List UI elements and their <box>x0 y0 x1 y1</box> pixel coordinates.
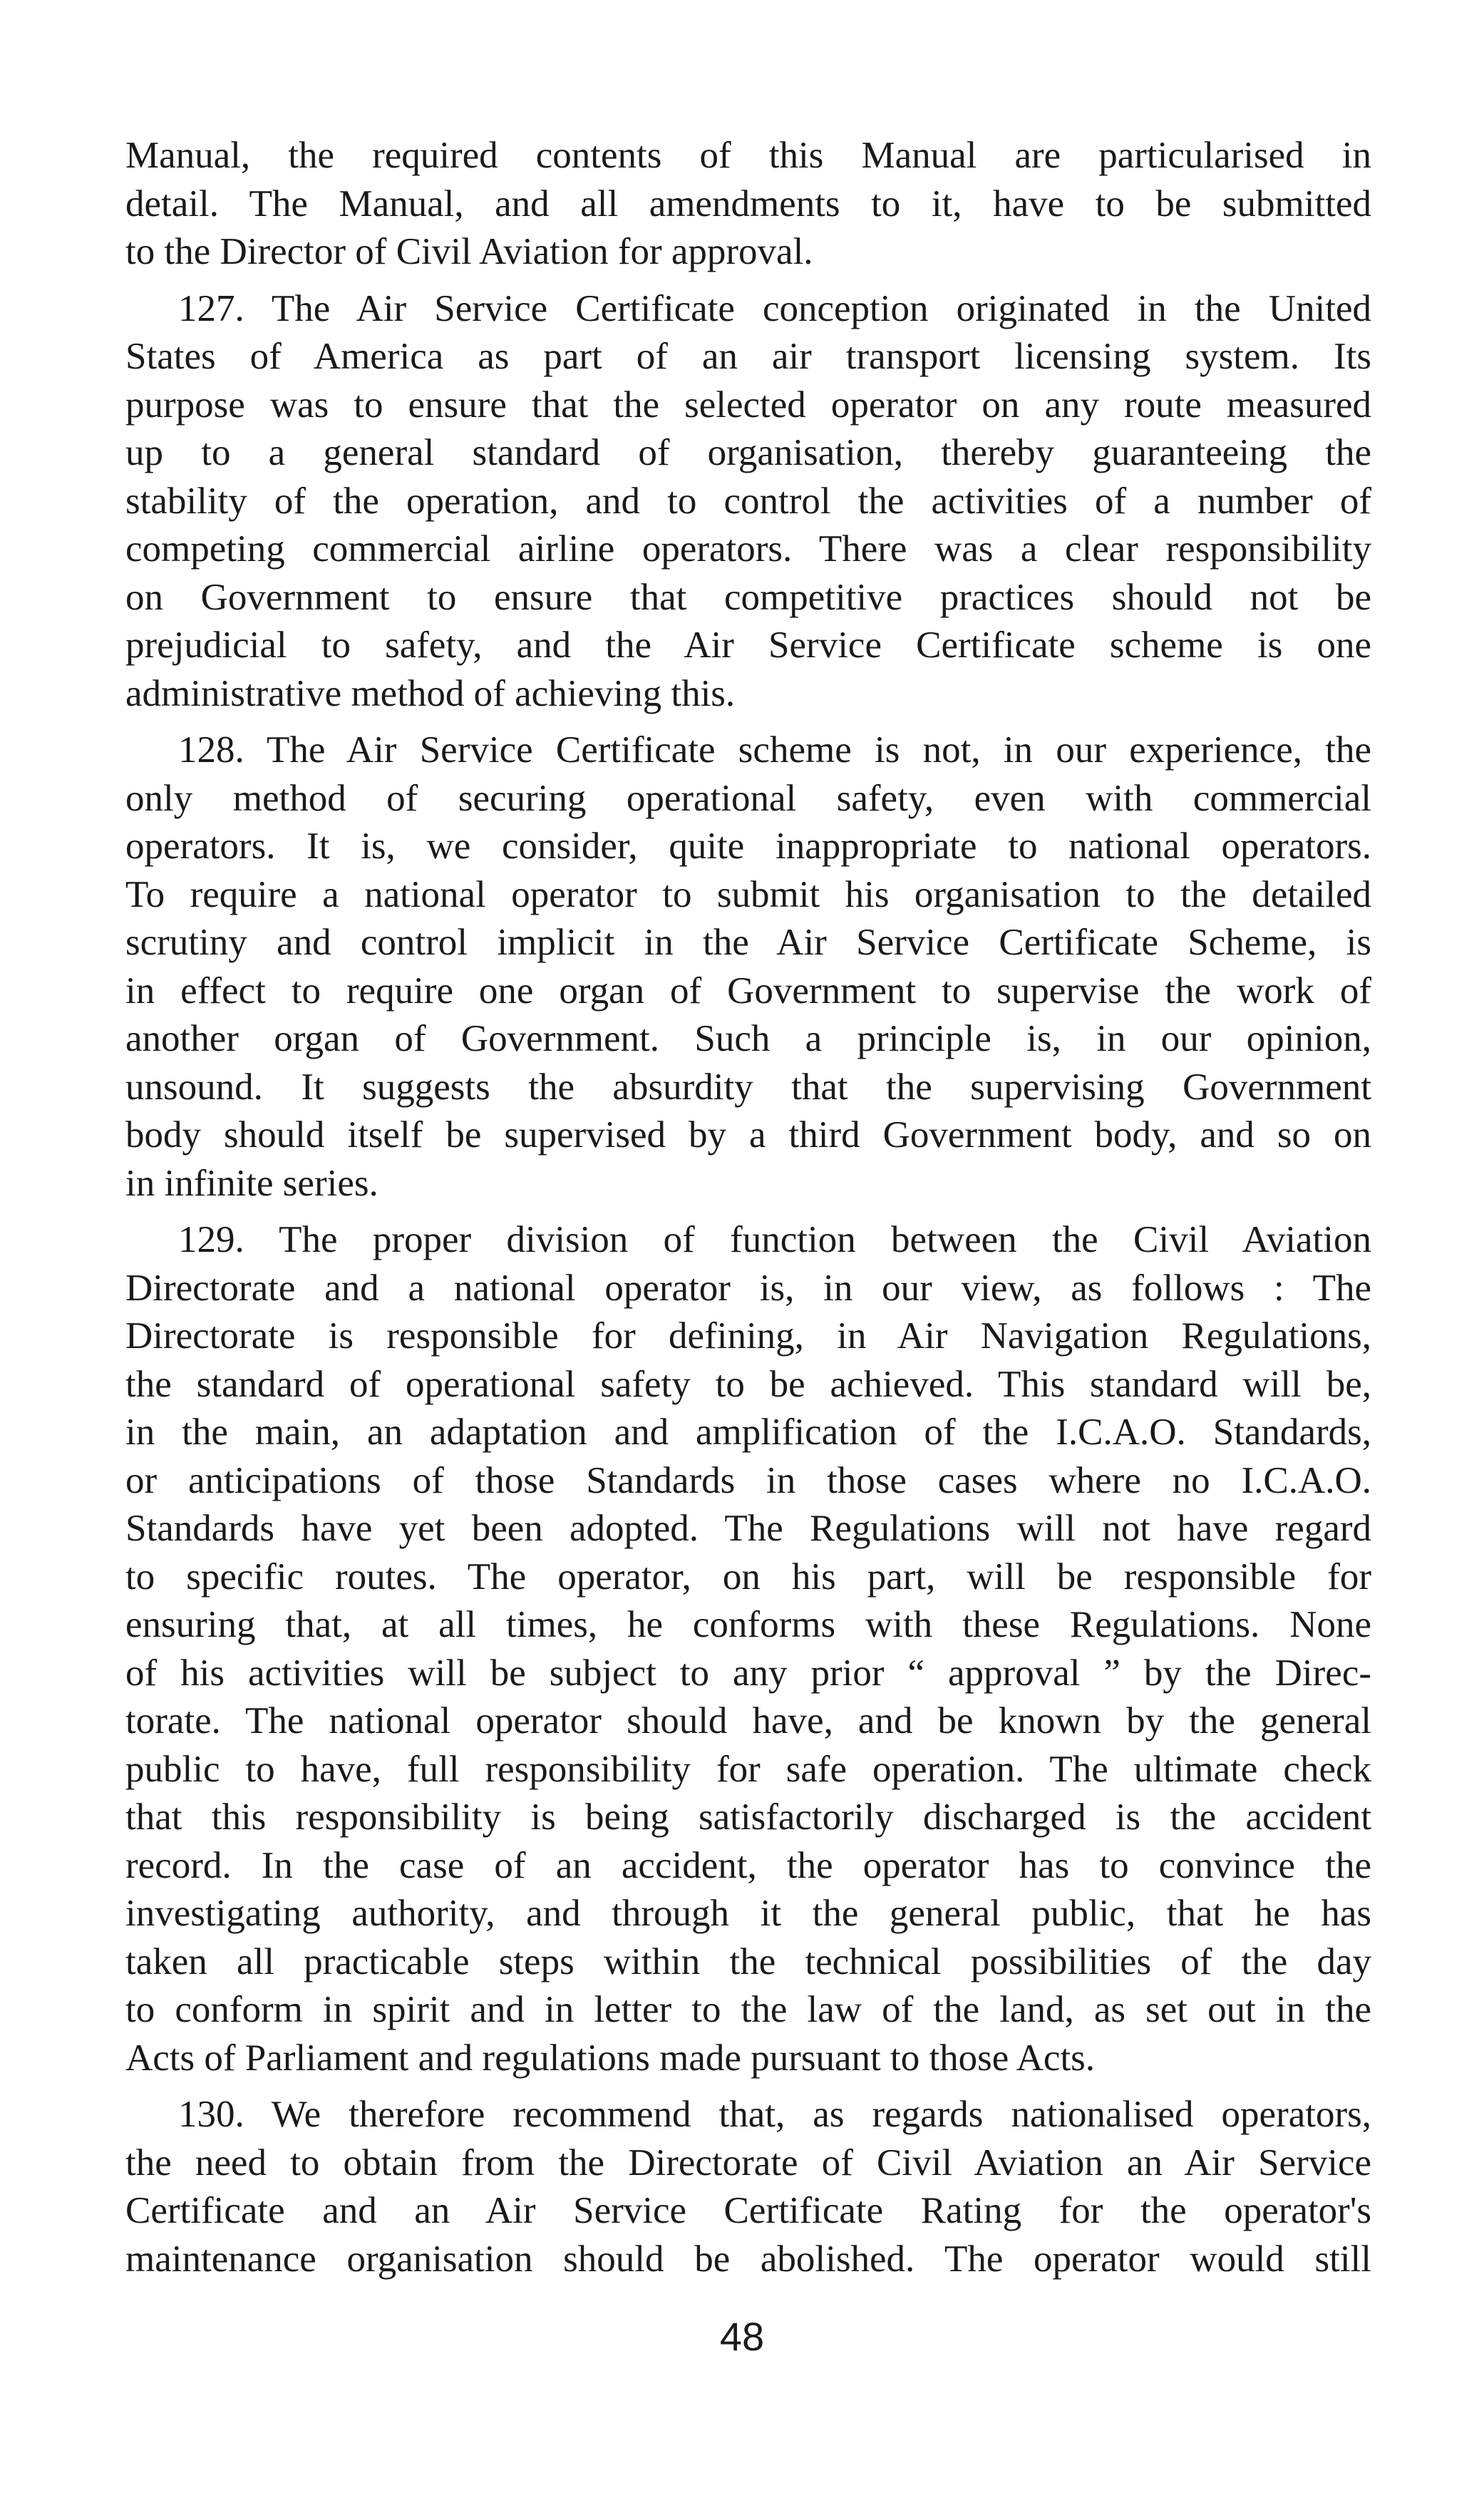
text-line: scrutiny and control implicit in the Air Service Certificate Scheme, is <box>125 922 1371 963</box>
text-line: only method of securing operational safety, even with commercial <box>125 777 1371 819</box>
text-line: competing commercial airline operators. There was a clear responsibility <box>125 528 1371 570</box>
text-line: torate. The national operator should have, and be known by the general <box>125 1700 1371 1742</box>
text-line: in infinite series. <box>125 1162 378 1204</box>
text-line: the need to obtain from the Directorate of Civil Aviation an Air Service <box>125 2141 1371 2184</box>
text-line: in the main, an adaptation and amplification of the I.C.A.O. Standards, <box>125 1411 1371 1453</box>
text-line: or anticipations of those Standards in those cases where no I.C.A.O. <box>125 1459 1371 1501</box>
text-line: in effect to require one organ of Government to supervise the work of <box>125 970 1371 1012</box>
text-line: record. In the case of an accident, the operator has to convince the <box>125 1844 1371 1886</box>
text-line: unsound. It suggests the absurdity that the supervising Government <box>125 1066 1371 1108</box>
text-line: operators. It is, we consider, quite inappropriate to national operators. <box>125 826 1371 867</box>
text-line: body should itself be supervised by a third Government body, and so on <box>125 1114 1371 1156</box>
text-line: Directorate and a national operator is, in our view, as follows : The <box>125 1267 1371 1309</box>
text-line: Standards have yet been adopted. The Regulations will not have regard <box>125 1508 1371 1549</box>
text-line: ensuring that, at all times, he conforms with these Regulations. None <box>125 1604 1371 1645</box>
text-line: Directorate is responsible for defining, in Air Navigation Regulations, <box>125 1315 1371 1357</box>
text-line: 128. The Air Service Certificate scheme is not, in our experience, the <box>178 729 1371 771</box>
text-line: 129. The proper division of function between the Civil Aviation <box>178 1219 1371 1260</box>
text-line: To require a national operator to submit his organisation to the detailed <box>125 873 1371 915</box>
text-line: public to have, full responsibility for safe operation. The ultimate check <box>125 1748 1371 1790</box>
text-line: of his activities will be subject to any prior “ approval ” by the Direc- <box>125 1652 1371 1694</box>
text-line: investigating authority, and through it the general public, that he has <box>125 1893 1371 1934</box>
text-line: stability of the operation, and to control the activities of a number of <box>125 480 1371 522</box>
text-line: maintenance organisation should be abolished. The operator would still <box>125 2238 1371 2280</box>
body-text <box>125 132 1371 2292</box>
text-line: to the Director of Civil Aviation for approval. <box>125 231 813 272</box>
text-line: that this responsibility is being satisfactorily discharged is the accident <box>125 1796 1371 1838</box>
text-line: Certificate and an Air Service Certificate Rating for the operator's <box>125 2190 1371 2231</box>
paragraph <box>125 1216 1371 2082</box>
text-line: administrative method of achieving this. <box>125 672 736 714</box>
text-line: Acts of Parliament and regulations made pursuant to those Acts. <box>125 2037 1096 2079</box>
paragraph <box>125 726 1371 1208</box>
paragraph <box>125 2091 1371 2283</box>
text-line: taken all practicable steps within the technical possibilities of the day <box>125 1940 1371 1982</box>
text-line: 130. We therefore recommend that, as regards nationalised operators, <box>178 2094 1371 2135</box>
text-line: prejudicial to safety, and the Air Service Certificate scheme is one <box>125 624 1371 666</box>
text-line: Manual, the required contents of this Manual are particularised in <box>125 135 1371 176</box>
text-line: on Government to ensure that competitive practices should not be <box>125 576 1371 618</box>
text-line: 127. The Air Service Certificate conception originated in the United <box>178 287 1371 329</box>
text-line: detail. The Manual, and all amendments to it, have to be submitted <box>125 182 1371 225</box>
text-line: another organ of Government. Such a principle is, in our opinion, <box>125 1018 1371 1059</box>
text-line: States of America as part of an air transport licensing system. Its <box>125 336 1371 377</box>
paragraph <box>125 132 1371 277</box>
paragraph <box>125 285 1371 719</box>
text-line: purpose was to ensure that the selected operator on any route measured <box>125 384 1371 426</box>
text-line: to conform in spirit and in letter to the law of the land, as set out in the <box>125 1989 1371 2030</box>
page-number: 48 <box>719 2314 765 2359</box>
text-line: up to a general standard of organisation, thereby guaranteeing the <box>125 432 1371 473</box>
text-line: to specific routes. The operator, on his part, will be responsible for <box>125 1555 1371 1598</box>
text-line: the standard of operational safety to be achieved. This standard will be, <box>125 1363 1371 1405</box>
